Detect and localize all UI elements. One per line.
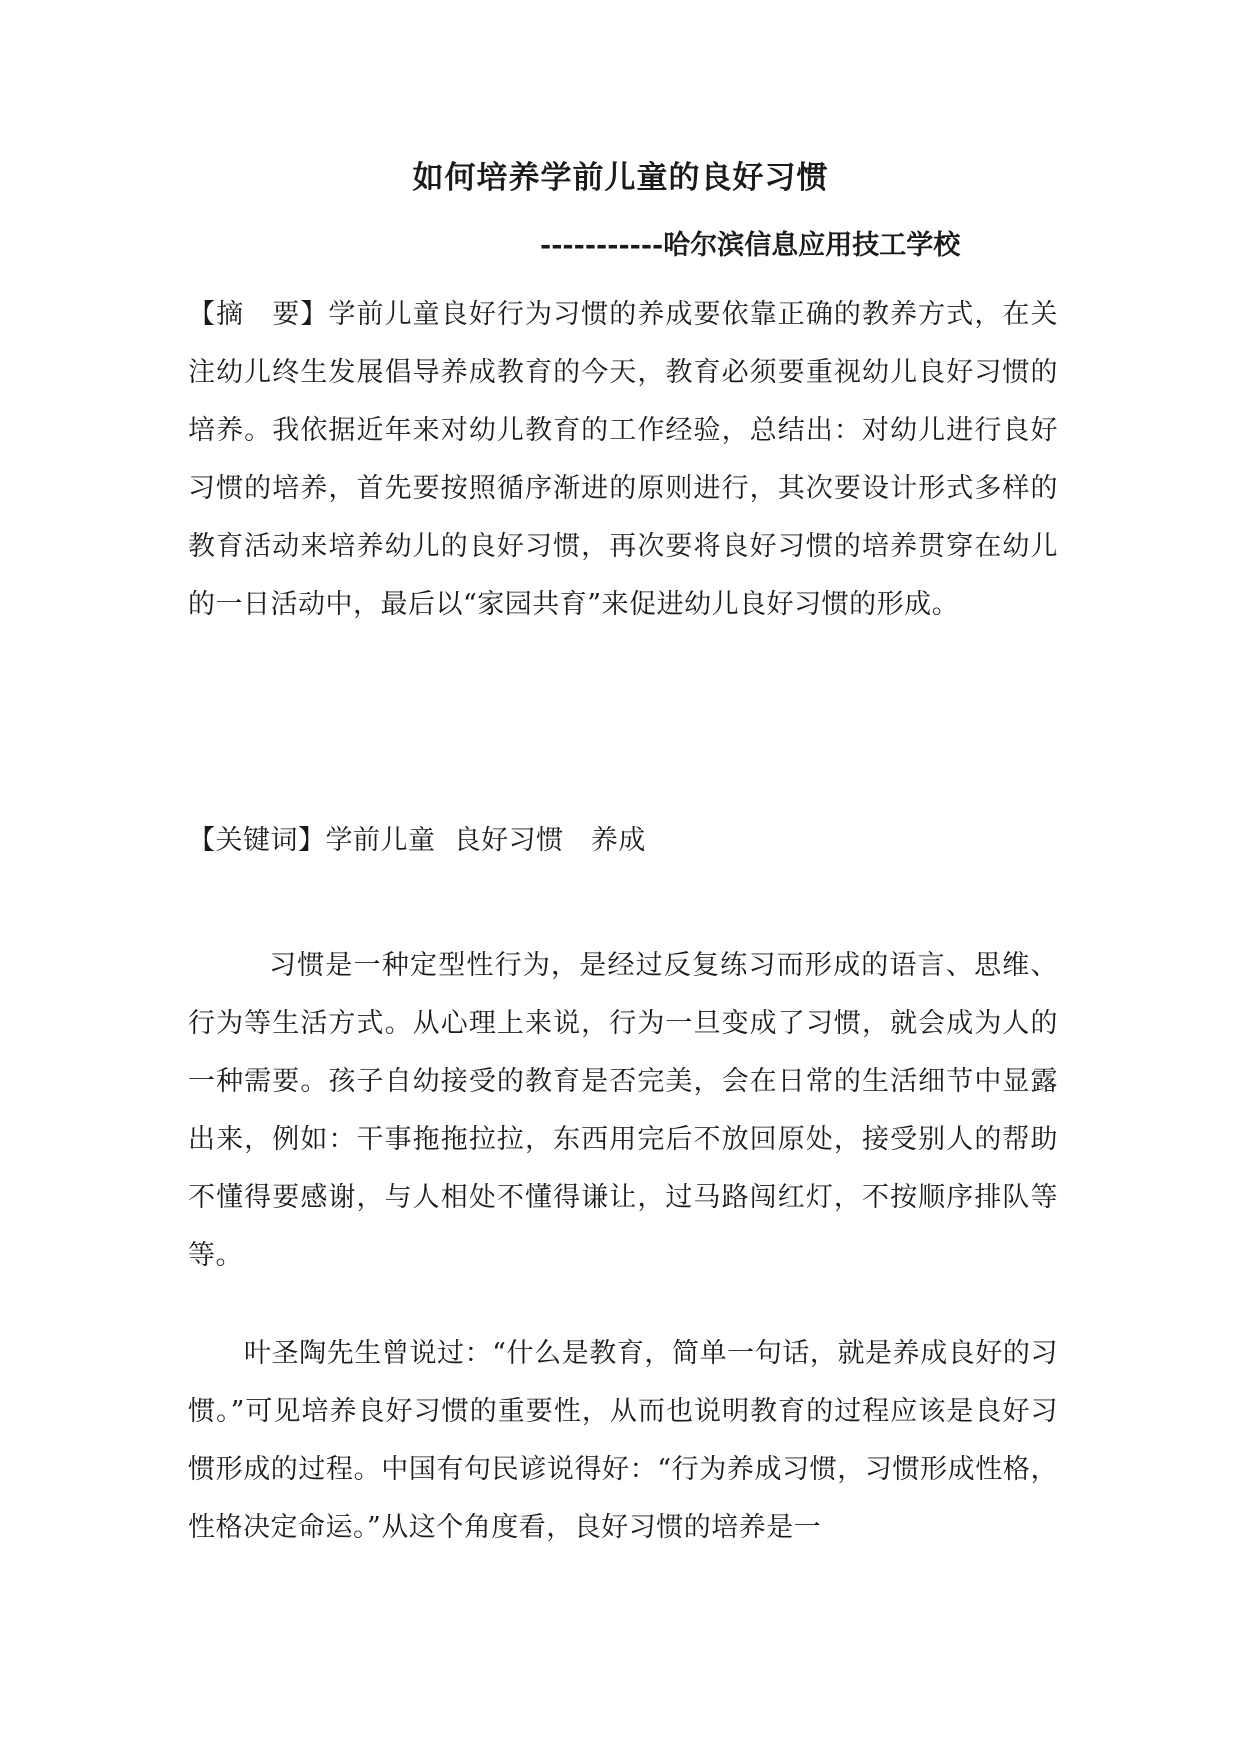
document-author: -----------哈尔滨信息应用技工学校 [540,230,961,261]
document-title: 如何培养学前儿童的良好习惯 [412,160,829,196]
abstract-paragraph: 【摘 要】学前儿童良好行为习惯的养成要依靠正确的教养方式，在关注幼儿终生发展倡导养成教育的今天，教育必须要重视幼儿良好习惯的培养。我依据近年来对幼儿教育的工作经验，总结出：对幼儿进行良好习惯的培养，首先要按照循序渐进的原则进行，其次要设计形式多样的教育活动来培养幼儿的良好习惯，再次要将良好习惯的培养贯穿在幼儿的一日活动中，最后以“家园共育”来促进幼儿良好习惯的形成。 [188,299,1058,620]
keywords-line: 【关键词】学前儿童 良好习惯 养成 [188,825,646,856]
body-paragraph-2: 叶圣陶先生曾说过：“什么是教育，简单一句话，就是养成良好的习惯。”可见培养良好习惯的重要性，从而也说明教育的过程应该是良好习惯形成的过程。中国有句民谚说得好：“行为养成习惯，习惯形成性格，性格决定命运。”从这个角度看，良好习惯的培养是一 [188,1338,1058,1543]
body-paragraph-1: 习惯是一种定型性行为，是经过反复练习而形成的语言、思维、行为等生活方式。从心理上来说，行为一旦变成了习惯，就会成为人的一种需要。孩子自幼接受的教育是否完美，会在日常的生活细节中显露出来，例如：干事拖拖拉拉，东西用完后不放回原处，接受别人的帮助不懂得要感谢，与人相处不懂得谦让，过马路闯红灯，不按顺序排队等等。 [188,950,1058,1271]
